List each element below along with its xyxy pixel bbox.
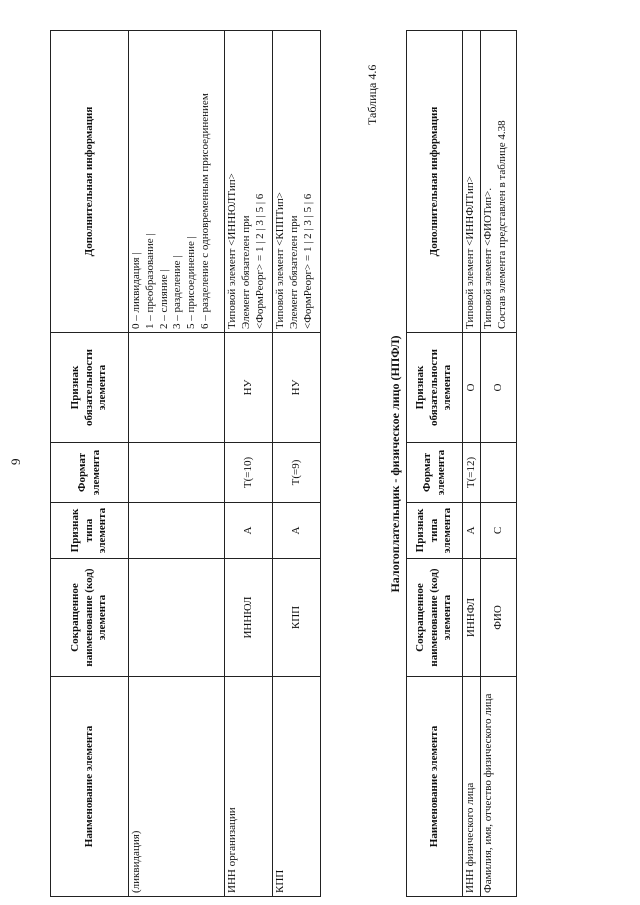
table-title: Налогоплательщик - физическое лицо (НПФЛ) — [388, 335, 402, 593]
cell-type — [129, 503, 225, 559]
cell-mandatory: НУ — [273, 333, 321, 443]
cell-code: ИННФЛ — [463, 559, 481, 677]
table-row — [463, 31, 481, 897]
cell-name: ИНН организации — [225, 677, 273, 897]
reorganization-table — [50, 30, 321, 897]
table-row — [273, 31, 321, 897]
cell-format: T(=12) — [463, 443, 481, 503]
header-info: Дополнительная информация — [407, 31, 463, 333]
table-row — [129, 31, 225, 897]
table-caption: Таблица 4.6 — [365, 64, 379, 125]
info-line: <ФормРеорг> = 1 | 2 | 3 | 5 | 6 — [253, 193, 266, 329]
cell-name: КПП — [273, 677, 321, 897]
info-line: 6 – разделение с одновременным присоединением — [198, 93, 211, 329]
cell-mandatory — [129, 333, 225, 443]
cell-code: КПП — [273, 559, 321, 677]
cell-name: Фамилия, имя, отчество физического лица — [481, 677, 517, 897]
cell-code — [129, 559, 225, 677]
header-code: Сокращенное наименование (код) элемента — [51, 559, 129, 677]
info-line: Типовой элемент <ФИОТип>. — [482, 187, 494, 329]
info-line: <ФормРеорг> = 1 | 2 | 3 | 5 | 6 — [301, 193, 314, 329]
info-line: 0 – ликвидация | — [130, 252, 142, 329]
cell-type: С — [481, 503, 517, 559]
cell-mandatory: О — [463, 333, 481, 443]
info-line: Элемент обязателен при — [287, 215, 300, 329]
table-row — [481, 31, 517, 897]
info-line: Состав элемента представлен в таблице 4.38 — [495, 120, 508, 329]
info-line: 1 – преобразование | — [143, 233, 156, 329]
header-format: Формат элемента — [51, 443, 129, 503]
header-mandatory: Признак обязательности элемента — [51, 333, 129, 443]
cell-format: T(=10) — [225, 443, 273, 503]
info-line: 3 – разделение | — [171, 255, 184, 329]
header-type: Признак типа элемента — [51, 503, 129, 559]
cell-info — [273, 31, 321, 333]
header-info: Дополнительная информация — [51, 31, 129, 333]
cell-info — [225, 31, 273, 333]
header-type: Признак типа элемента — [407, 503, 463, 559]
cell-format — [129, 443, 225, 503]
cell-type: А — [273, 503, 321, 559]
info-line: 5 – присоединение | — [185, 236, 197, 329]
cell-format — [481, 443, 517, 503]
cell-type: А — [225, 503, 273, 559]
page-number: 9 — [8, 458, 23, 465]
cell-type: А — [463, 503, 481, 559]
header-format: Формат элемента — [407, 443, 463, 503]
info-line: Типовой элемент <ИННЮЛТип> — [226, 173, 238, 329]
header-mandatory: Признак обязательности элемента — [407, 333, 463, 443]
info-line: 2 – слияние | — [157, 269, 170, 329]
cell-format: T(=9) — [273, 443, 321, 503]
cell-mandatory: О — [481, 333, 517, 443]
cell-code: ФИО — [481, 559, 517, 677]
cell-info — [481, 31, 517, 333]
header-code: Сокращенное наименование (код) элемента — [407, 559, 463, 677]
cell-info — [129, 31, 225, 333]
cell-name: ИНН физического лица — [463, 677, 481, 897]
info-line: Типовой элемент <КППТип> — [274, 191, 286, 329]
table-row — [225, 31, 273, 897]
header-name: Наименование элемента — [51, 677, 129, 897]
header-name: Наименование элемента — [407, 677, 463, 897]
info-line: Типовой элемент <ИННФЛТип> — [464, 176, 476, 329]
info-line: Элемент обязателен при — [239, 215, 252, 329]
cell-mandatory: НУ — [225, 333, 273, 443]
taxpayer-individual-table — [406, 30, 517, 897]
cell-name: (ликвидация) — [129, 677, 225, 897]
cell-code: ИННЮЛ — [225, 559, 273, 677]
cell-info — [463, 31, 481, 333]
